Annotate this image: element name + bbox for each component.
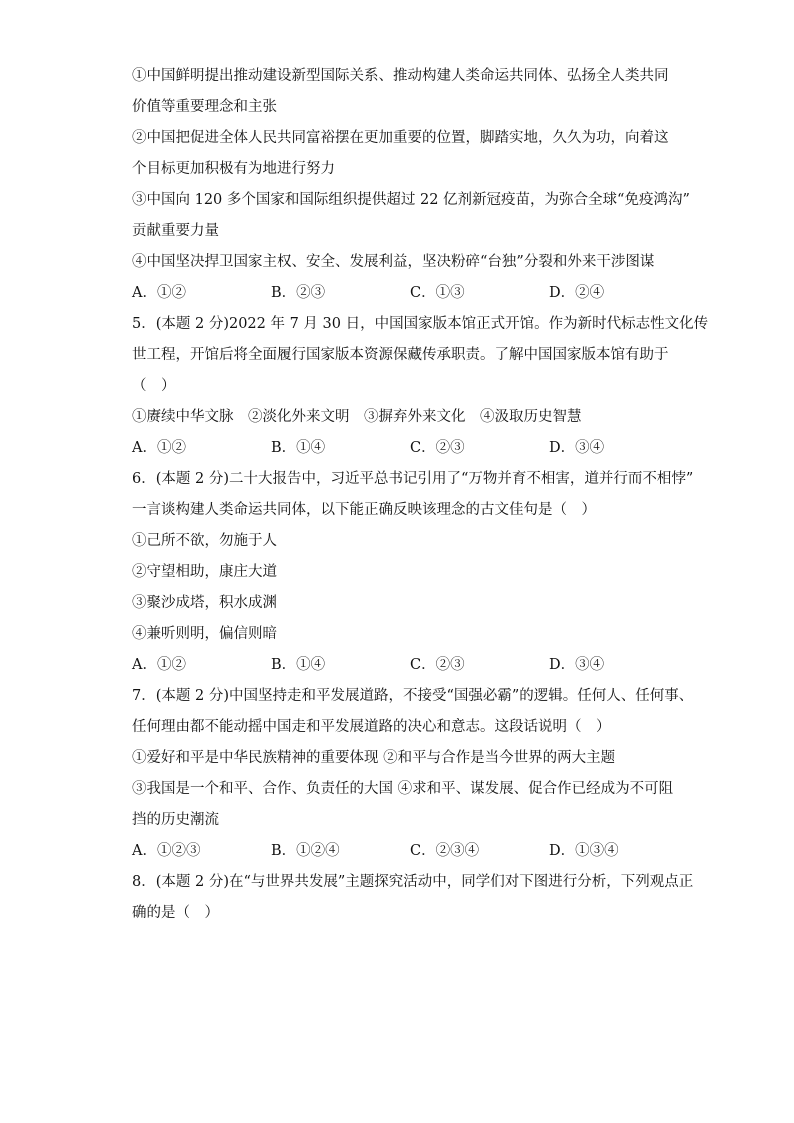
- statement-line: ①爱好和平是中华民族精神的重要体现 ②和平与合作是当今世界的两大主题: [132, 750, 616, 766]
- question-stem: 一言谈构建人类命运共同体，以下能正确反映该理念的古文佳句是（ ）: [132, 502, 596, 518]
- statement-line: 贡献重要力量: [132, 223, 219, 239]
- answer-options: [132, 650, 672, 681]
- option-b[interactable]: B．①④: [271, 657, 326, 673]
- statement-line: 个目标更加积极有为地进行努力: [132, 161, 335, 177]
- question-stem: 确的是（ ）: [132, 905, 219, 921]
- option-c[interactable]: C．②③④: [410, 843, 480, 859]
- question-block: [132, 61, 709, 929]
- option-a[interactable]: A．①②: [132, 657, 186, 673]
- statement-line: ①赓续中华文脉 ②淡化外来文明 ③摒弃外来文化 ④汲取历史智慧: [132, 409, 582, 425]
- question-stem: 5．(本题 2 分)2022 年 7 月 30 日，中国国家版本馆正式开馆。作为新时代标志性文化传: [132, 316, 709, 332]
- statement-line: ④兼听则明，偏信则暗: [132, 626, 277, 642]
- statement-line: 挡的历史潮流: [132, 812, 219, 828]
- question-stem: 任何理由都不能动摇中国走和平发展道路的决心和意志。这段话说明（ ）: [132, 719, 611, 735]
- option-c[interactable]: C．②③: [410, 440, 465, 456]
- option-b[interactable]: B．①④: [271, 440, 326, 456]
- option-d[interactable]: D．①③④: [549, 843, 619, 859]
- question-stem: 6．(本题 2 分)二十大报告中，习近平总书记引用了“万物并育不相害，道并行而不相悖”: [132, 471, 694, 487]
- statement-line: ③聚沙成塔，积水成渊: [132, 595, 277, 611]
- answer-options: [132, 278, 672, 309]
- option-d[interactable]: D．②④: [549, 285, 605, 301]
- option-b[interactable]: B．①②④: [271, 843, 340, 859]
- option-b[interactable]: B．②③: [271, 285, 326, 301]
- statement-line: ②中国把促进全体人民共同富裕摆在更加重要的位置，脚踏实地，久久为功，向着这: [132, 130, 669, 146]
- answer-options: [132, 433, 672, 464]
- option-d[interactable]: D．③④: [549, 657, 605, 673]
- option-c[interactable]: C．①③: [410, 285, 465, 301]
- answer-options: [132, 836, 672, 867]
- option-d[interactable]: D．③④: [549, 440, 605, 456]
- statement-line: ③中国向 120 多个国家和国际组织提供超过 22 亿剂新冠疫苗，为弥合全球“免疫鸿沟”: [132, 192, 690, 208]
- statement-line: ②守望相助，康庄大道: [132, 564, 277, 580]
- statement-line: ④中国坚决捍卫国家主权、安全、发展利益，坚决粉碎“台独”分裂和外来干涉图谋: [132, 254, 655, 270]
- statement-line: ①中国鲜明提出推动建设新型国际关系、推动构建人类命运共同体、弘扬全人类共同: [132, 68, 669, 84]
- option-c[interactable]: C．②③: [410, 657, 465, 673]
- option-a[interactable]: A．①②③: [132, 843, 201, 859]
- statement-line: ①己所不欲，勿施于人: [132, 533, 277, 549]
- statement-line: ③我国是一个和平、合作、负责任的大国 ④求和平、谋发展、促合作已经成为不可阻: [132, 781, 674, 797]
- question-stem: 世工程，开馆后将全面履行国家版本资源保藏传承职责。了解中国国家版本馆有助于: [132, 347, 669, 363]
- statement-line: 价值等重要理念和主张: [132, 99, 277, 115]
- question-stem: 8．(本题 2 分)在“与世界共发展”主题探究活动中，同学们对下图进行分析，下列观点正: [132, 874, 694, 890]
- option-a[interactable]: A．①②: [132, 285, 186, 301]
- question-stem: 7．(本题 2 分)中国坚持走和平发展道路，不接受“国强必霸”的逻辑。任何人、任何事、: [132, 688, 694, 704]
- option-a[interactable]: A．①②: [132, 440, 186, 456]
- question-stem: （ ）: [132, 378, 176, 394]
